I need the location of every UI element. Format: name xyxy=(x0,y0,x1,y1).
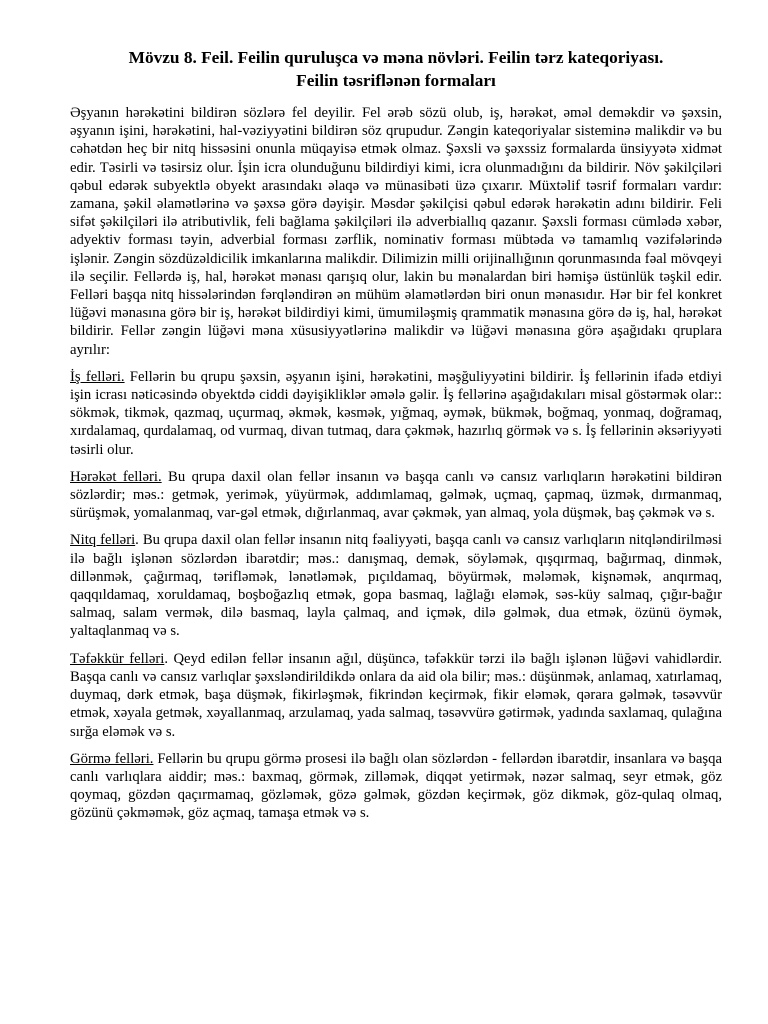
section-term: Görmə felləri. xyxy=(70,750,154,767)
section-text: Fellərin bu qrupu görmə prosesi ilə bağlı olan sözlərdən - fellərdən ibarətdir, insanlara və başqa canlı varlıqlara aiddir; məs.: baxmaq, görmək, zilləmək, diqqət yetirmək, nəzər salmaq, seyr etmək, göz qoymaq, gözdən qaçırmamaq, gözləmək, gözə gəlmək, gözdən keçirmək, göz dikmək, göz-qulaq olmaq, gözünü çəkməmək, göz açmaq, tamaşa etmək və s. xyxy=(70,750,722,822)
section-hereket-felleri xyxy=(70,468,722,523)
intro-paragraph: Əşyanın hərəkətini bildirən sözlərə fel deyilir. Fel ərəb sözü olub, iş, hərəkət, əməl deməkdir və şəxsin, əşyanın işini, hərəkətini, hal-vəziyyətini bildirən söz qrupudur. Zəngin kateqoriyalar sisteminə malikdir və bu cəhətdən heç bir nitq hissəsini onunla müqayisə etmək olmaz. Şəxsli və şəxssiz formalarda ünsiyyətə xidmət edir. Təsirli və təsirsiz olur. İşin icra olunduğunu bildirdiyi kimi, icra olunmadığını da bildirir. Növ şəkilçiləri qəbul edərək subyektlə obyekt arasındakı əlaqə və münasibəti üzə çıxarır. Müxtəlif təsrif formaları vardır: zamana, şəkil əlamətlərinə və şəxsə görə dəyişir. Məsdər şəkilçisi qəbul edərək hərəkətin adını bildirir. Feli sifət şəkilçiləri ilə atributivlik, feli bağlama şəkilçiləri ilə adverbiallıq qazanır. Şəxsli forması cümlədə xəbər, adyektiv forması təyin, adverbial forması zərflik, nominativ forması mübtəda və tamamlıq vəzifələrində işlənir. Zəngin sözdüzəldicilik imkanlarına malikdir. Dilimizin milli orijinallığının qorunmasında fəal mövqeyi ilə seçilir. Fellərdə iş, hal, hərəkət mənası qarışıq olur, lakin bu mənalardan biri həmişə üstünlük təşkil edir. Felləri başqa nitq hissələrindən fərqləndirən ən mühüm əlamətlərdən biri onun mənasıdır. Hər bir fel konkret lüğəvi mənasına görə bir iş, hərəkət bildirdiyi kimi, ümumiləşmiş qrammatik mənasına görə də iş, hal, hərəkət bildirir. Fellər zəngin lüğəvi məna xüsusiyyətlərinə malikdir və lüğəvi mənasına görə aşağıdakı qruplara ayrılır: xyxy=(70,105,722,358)
section-term: Təfəkkür felləri xyxy=(70,650,165,667)
section-term: İş felləri. xyxy=(70,368,125,385)
section-gorme-felleri xyxy=(70,750,722,823)
title-line-1: Mövzu 8. Feil. Feilin quruluşca və məna növləri. Feilin tərz kateqoriyası. xyxy=(128,48,664,67)
title-line-2: Feilin təsriflənən formaları xyxy=(296,71,496,90)
section-text: . Qeyd edilən fellər insanın ağıl, düşüncə, təfəkkür tərzi ilə bağlı işlənən lüğəvi vahidlərdir. Başqa canlı və cansız varlıqlar şəxsləndirildikdə onlara da aid ola bilir; məs.: düşünmək, anlamaq, xatırlamaq, duymaq, dərk etmək, başa düşmək, fikirləşmək, fikrindən keçirmək, fikir eləmək, qərara gəlmək, təsəvvür etmək, xəyala getmək, xəyallanmaq, arzulamaq, yada salmaq, təsəvvürə gətirmək, yadında saxlamaq, qulağına sırğa eləmək və s. xyxy=(70,650,722,740)
section-is-felleri xyxy=(70,368,722,459)
section-nitq-felleri xyxy=(70,531,722,640)
section-term: Hərəkət felləri. xyxy=(70,468,162,485)
section-tefekkur-felleri xyxy=(70,650,722,741)
section-text: Fellərin bu qrupu şəxsin, əşyanın işini, hərəkətini, məşğuliyyətini bildirir. İş fellərinin ifadə etdiyi işin icrası nəticəsində obyektdə ciddi dəyişikliklər əmələ gəlir. İş fellərinə aşağıdakıları misal göstərmək olar:: sökmək, tikmək, qazmaq, uçurmaq, əkmək, kəsmək, yığmaq, əymək, bükmək, boğmaq, yonmaq, doğramaq, xırdalamaq, qurdalamaq, od vurmaq, divan tutmaq, dara çəkmək, hazırlıq görmək və s. İş fellərinin əksəriyyəti təsirli olur. xyxy=(70,368,723,458)
section-text: . Bu qrupa daxil olan fellər insanın nitq fəaliyyəti, başqa canlı və cansız varlıqların nitqləndirilməsi ilə bağlı işlənən sözlərdən ibarətdir; məs.: danışmaq, demək, söyləmək, qışqırmaq, bağırmaq, dinmək, dillənmək, çağırmaq, tərifləmək, lənətləmək, pıçıldamaq, böyürmək, mələmək, kişnəmək, anqırmaq, qaqqıldamaq, xoruldamaq, boşboğazlıq etmək, gopa basmaq, lağlağı eləmək, səs-küy salmaq, çığır-bağır salmaq, salam vermək, dilə basmaq, layla çalmaq, and içmək, dilə gəlmək, dua etmək, özünü öymək, yaltaqlanmaq və s. xyxy=(70,532,722,640)
section-term: Nitq felləri xyxy=(70,532,136,549)
section-text: Bu qrupa daxil olan fellər insanın və başqa canlı və cansız varlıqların hərəkətini bildirən sözlərdir; məs.: getmək, yerimək, yüyürmək, addımlamaq, gəlmək, uçmaq, çapmaq, üzmək, dırmanmaq, sürüşmək, yomalanmaq, var-gəl etmək, dığırlanmaq, avar çəkmək, yan almaq, yola düşmək, baş çəkmək və s. xyxy=(70,468,722,522)
page-title xyxy=(70,46,722,92)
